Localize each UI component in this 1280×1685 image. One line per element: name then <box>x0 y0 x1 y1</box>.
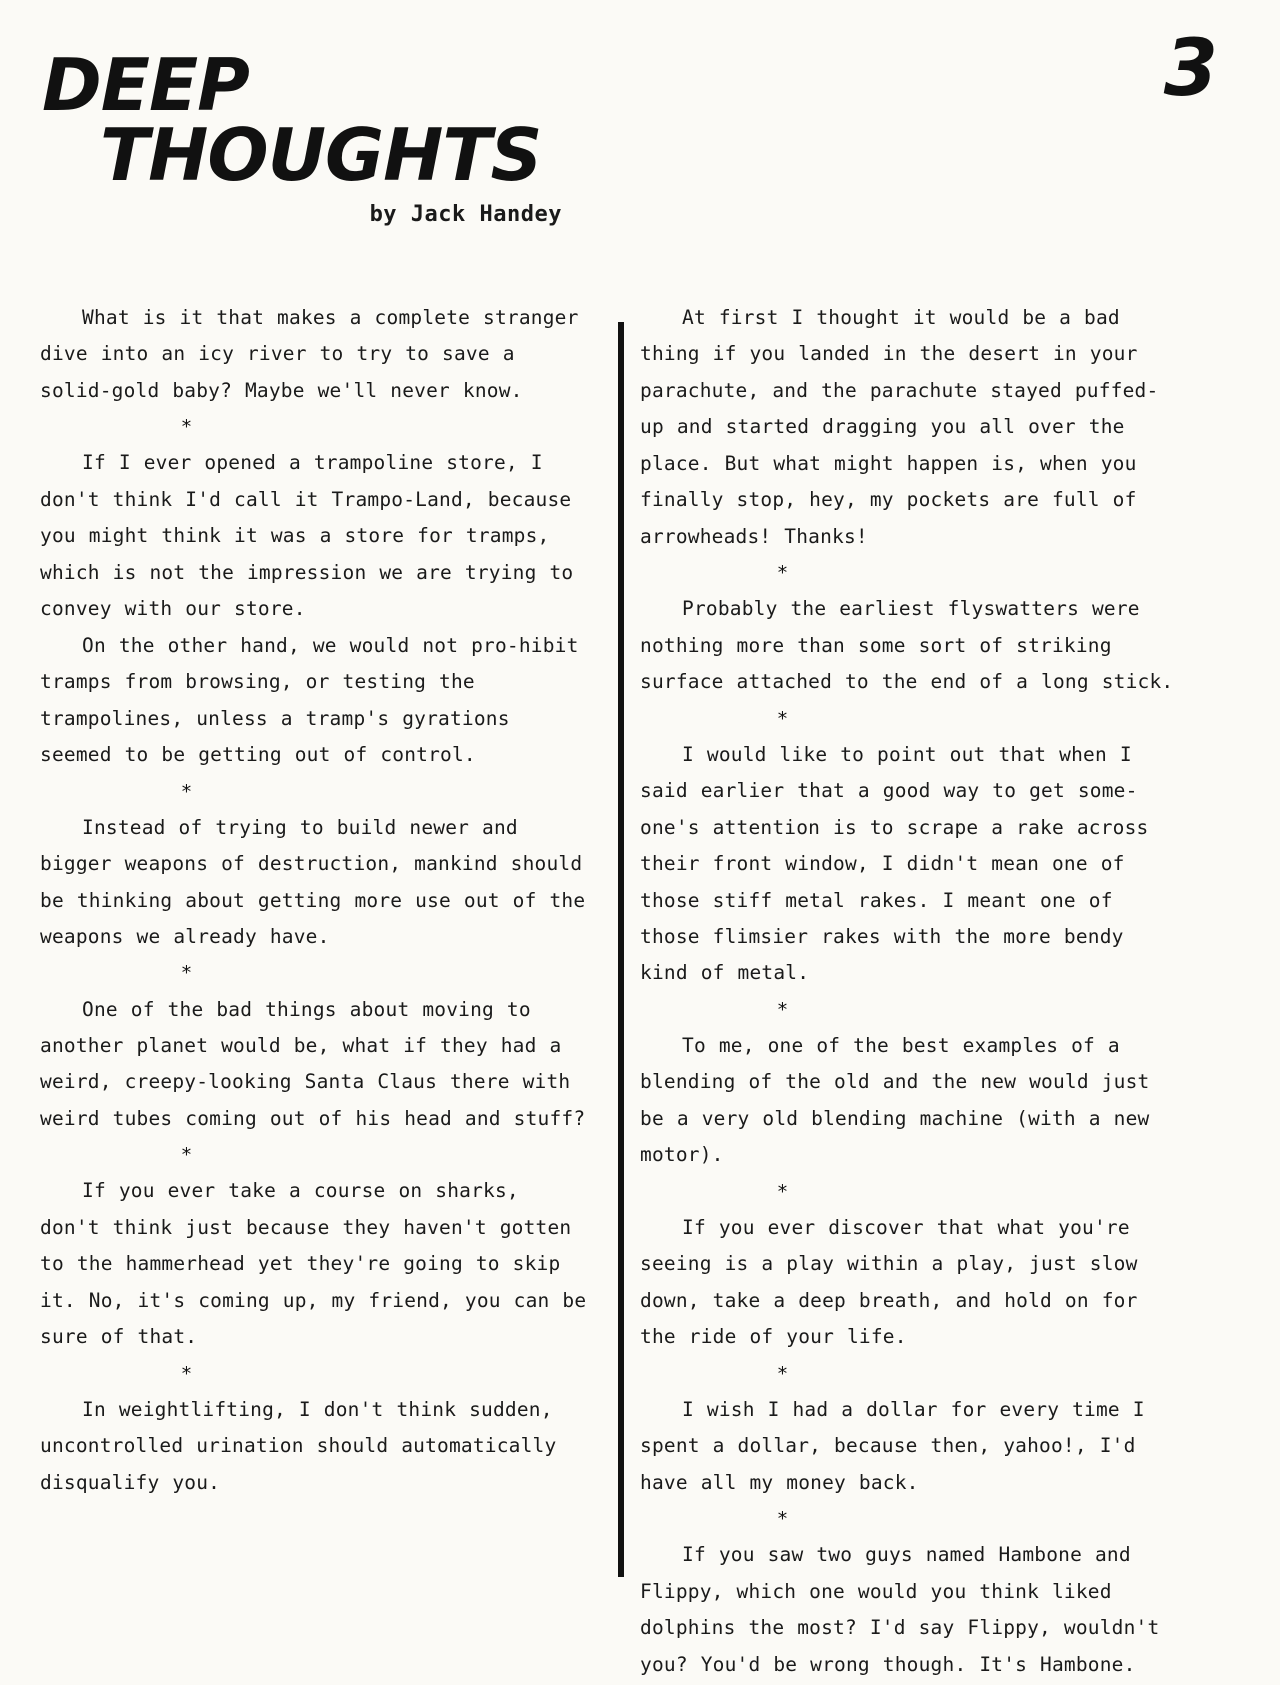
entry-separator: * <box>776 1362 789 1385</box>
article-entry <box>640 737 1180 992</box>
publication-title-line-1: DEEP <box>42 43 249 127</box>
article-entry <box>640 1537 1180 1683</box>
entry-paragraph: If you saw two guys named Hambone and Flippy, which one would you think liked dolphins the most? I'd say Flippy, wouldn't you? You'd be wrong though. It's Hambone. <box>640 1543 1160 1676</box>
entry-paragraph: If I ever opened a trampoline store, I don't think I'd call it Trampo-Land, because you might think it was a store for tramps, which is not the impression we are trying to convey with our store. <box>40 451 574 621</box>
column-right <box>640 300 1180 1685</box>
article-columns <box>40 300 1240 1685</box>
entry-separator: * <box>776 1508 789 1531</box>
entry-paragraph: I would like to point out that when I said earlier that a good way to get some-one's attention is to scrape a rake across their front window, I didn't mean one of those stiff metal rakes. I meant one of those flimsier rakes with the more bendy kind of metal. <box>640 742 1149 985</box>
entry-paragraph: One of the bad things about moving to another planet would be, what if they had a weird, creepy-looking Santa Claus there with weird tubes coming out of his head and stuff? <box>40 997 586 1130</box>
entry-separator: * <box>776 707 789 730</box>
entry-paragraph: In weightlifting, I don't think sudden, uncontrolled urination should automatically disqualify you. <box>40 1397 557 1494</box>
entry-paragraph: Instead of trying to build newer and bigger weapons of destruction, mankind should be thinking about getting more use out of the weapons we already have. <box>40 815 586 948</box>
column-left <box>40 300 588 1685</box>
publication-title-line-2: THOUGHTS <box>100 113 542 198</box>
article-entry <box>40 445 588 773</box>
masthead <box>42 43 602 228</box>
article-entry <box>40 992 588 1138</box>
author-byline: by Jack Handey <box>369 202 562 228</box>
entry-separator: * <box>180 1144 193 1167</box>
entry-separator: * <box>180 962 193 985</box>
entry-paragraph: On the other hand, we would not pro-hibit tramps from browsing, or testing the trampolines, unless a tramp's gyrations seemed to be getting out of control. <box>40 633 579 767</box>
column-divider <box>618 322 624 1577</box>
entry-paragraph: I wish I had a dollar for every time I spent a dollar, because then, yahoo!, I'd have all my money back. <box>640 1397 1145 1494</box>
article-entry <box>640 1028 1180 1174</box>
article-entry <box>40 810 588 956</box>
entry-paragraph: If you ever discover that what you're seeing is a play within a play, just slow down, take a deep breath, and hold on for the ride of your life. <box>640 1215 1138 1349</box>
article-entry <box>40 300 588 409</box>
entry-paragraph: What is it that makes a complete stranger dive into an icy river to try to save a solid-gold baby? Maybe we'll never know. <box>40 306 579 402</box>
entry-paragraph: At first I thought it would be a bad thing if you landed in the desert in your parachute, and the parachute stayed puffed-up and started dragging you all over the place. But what might happen is, when you finally stop, hey, my pockets are full of arrowheads! Thanks! <box>640 306 1159 548</box>
entry-separator: * <box>180 1362 193 1385</box>
page-number: 3 <box>1163 24 1218 114</box>
entry-paragraph: To me, one of the best examples of a blending of the old and the new would just be a very old blending machine (with a new motor). <box>640 1033 1150 1167</box>
article-entry <box>40 1392 588 1501</box>
entry-separator: * <box>180 416 193 439</box>
entry-separator: * <box>180 780 193 803</box>
entry-paragraph: Probably the earliest flyswatters were nothing more than some sort of striking surface attached to the end of a long stick. <box>640 597 1174 694</box>
entry-separator: * <box>776 562 789 585</box>
article-entry <box>640 1392 1180 1501</box>
article-entry <box>640 1210 1180 1356</box>
entry-separator: * <box>776 1180 789 1203</box>
entry-paragraph: If you ever take a course on sharks, don't think just because they haven't gotten to the hammerhead yet they're going to skip it. No, it's coming up, my friend, you can be sure of that. <box>40 1179 587 1349</box>
article-entry <box>640 591 1180 700</box>
article-entry <box>640 300 1180 555</box>
entry-separator: * <box>776 998 789 1021</box>
article-entry <box>40 1173 588 1355</box>
